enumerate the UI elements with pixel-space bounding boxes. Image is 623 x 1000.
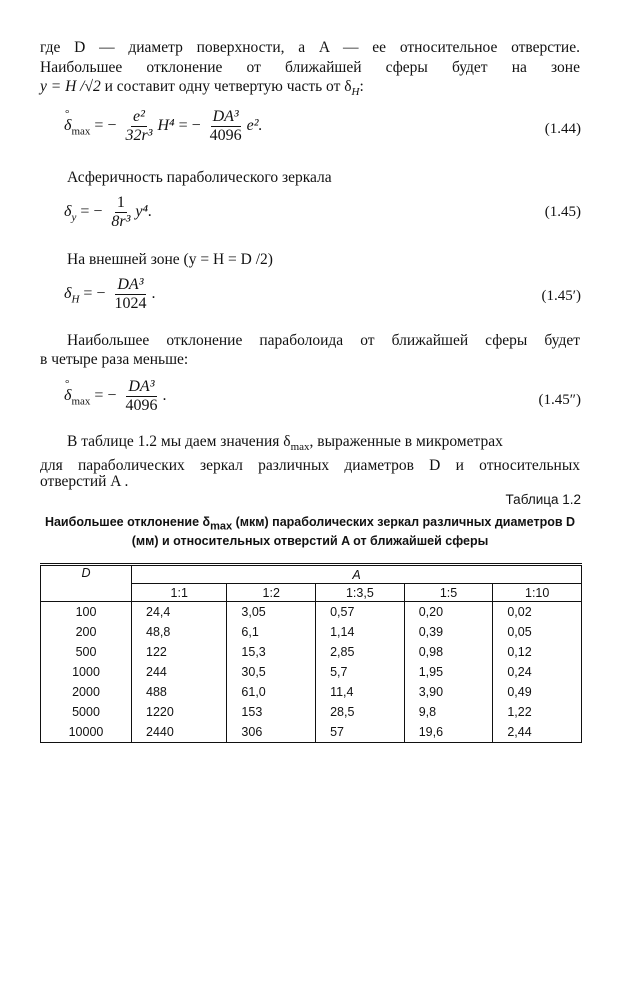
table-intro-line-1 [67, 432, 580, 457]
cell-deviation: 0,98 [404, 642, 493, 662]
paraboloid-line-1: Наибольшее отклонение параболоида от ближайшей сферы будет [67, 332, 580, 349]
cell-deviation: 24,4 [132, 602, 227, 623]
eq-1-45-lhs-sub: y [71, 211, 77, 224]
header-aperture-value: 1:1 [132, 584, 227, 602]
cell-deviation: 1,14 [316, 622, 405, 642]
eq-1-44-frac-1 [123, 108, 154, 145]
eq-1-45pp-lhs: ° δ [64, 387, 71, 405]
eq-1-44-num-2: DA³ [212, 108, 239, 125]
eq-1-45pp-lhs-sub: max [71, 395, 91, 408]
outer-zone-text: На внешней зоне (y = H = D /2) [67, 251, 273, 268]
cell-deviation: 5,7 [316, 662, 405, 682]
header-aperture-value: 1:10 [493, 584, 582, 602]
cell-deviation: 2,44 [493, 722, 582, 743]
eq-1-44-lhs-sub: max [71, 125, 91, 138]
equation-1-45-double-prime: ° $\delta_{max}$ = − $\frac{\text{DA³}}{4096}$ . [64, 378, 166, 415]
eq-1-45-frac [109, 194, 132, 231]
cell-deviation: 244 [132, 662, 227, 682]
cell-deviation: 0,02 [493, 602, 582, 623]
cell-deviation: 28,5 [316, 702, 405, 722]
equation-1-44: ° $\delta_{max}$ = − $\frac{\text{e²}}{\text{32r³}}$ H⁴ = − $\frac{\text{DA³}}{4096}$ e². [64, 108, 263, 145]
cell-diameter: 1000 [41, 662, 132, 682]
cell-deviation: 6,1 [227, 622, 316, 642]
cell-deviation: 122 [132, 642, 227, 662]
paragraph-line-3-sub: H [351, 86, 360, 99]
eq-1-44-tail: e². [246, 117, 263, 135]
paragraph-line-3-end: : [359, 78, 364, 95]
eq-1-45pp-frac [123, 378, 159, 415]
cell-deviation: 0,49 [493, 682, 582, 702]
cell-deviation: 0,12 [493, 642, 582, 662]
eq-1-44-mid: H⁴ [157, 117, 175, 135]
cell-deviation: 1,22 [493, 702, 582, 722]
paraboloid-line-2: в четыре раза меньше: [40, 351, 189, 368]
header-aperture-value: 1:5 [404, 584, 493, 602]
cell-deviation: 0,57 [316, 602, 405, 623]
header-aperture: A [132, 565, 582, 584]
equation-number-1-45-double-prime: (1.45″) [538, 392, 581, 408]
table-row [41, 602, 582, 623]
eq-1-44-num-1: e² [133, 108, 145, 125]
asphericity-text: Асферичность параболического зеркала [67, 169, 332, 186]
eq-1-45p-frac [112, 276, 148, 313]
eq-1-45pp-den: 4096 [125, 397, 158, 414]
table-intro-line-3: отверстий A . [40, 473, 129, 490]
cell-deviation: 61,0 [227, 682, 316, 702]
table-row [41, 662, 582, 682]
table-row [41, 702, 582, 722]
eq-1-45p-den: 1024 [114, 295, 147, 312]
cell-deviation: 3,90 [404, 682, 493, 702]
cell-deviation: 57 [316, 722, 405, 743]
table-caption-sub: max [210, 520, 233, 533]
table-header-row-1 [41, 565, 582, 584]
eq-1-44-den-2: 4096 [209, 127, 242, 144]
paragraph-line-2: Наибольшее отклонение от ближайшей сферы будет на зоне [40, 59, 580, 76]
eq-1-45-num: 1 [116, 194, 125, 211]
cell-deviation: 2,85 [316, 642, 405, 662]
cell-diameter: 200 [41, 622, 132, 642]
table-row [41, 682, 582, 702]
cell-diameter: 500 [41, 642, 132, 662]
header-aperture-value: 1:3,5 [316, 584, 405, 602]
cell-deviation: 2440 [132, 722, 227, 743]
cell-deviation: 30,5 [227, 662, 316, 682]
table-caption-line-2: (мм) и относительных отверстий A от ближайшей сферы [131, 534, 489, 548]
cell-diameter: 100 [41, 602, 132, 623]
cell-deviation: 0,20 [404, 602, 493, 623]
cell-diameter: 10000 [41, 722, 132, 743]
header-diameter: D [41, 565, 132, 602]
cell-deviation: 19,6 [404, 722, 493, 743]
cell-deviation: 1,95 [404, 662, 493, 682]
table-label: Таблица 1.2 [505, 492, 581, 507]
table-caption-b: (мкм) параболических зеркал различных диаметров D [232, 515, 576, 529]
eq-1-44-frac-2 [208, 108, 244, 145]
table-row [41, 622, 582, 642]
cell-deviation: 153 [227, 702, 316, 722]
header-aperture-value: 1:2 [227, 584, 316, 602]
table-row [41, 722, 582, 743]
cell-deviation: 0,39 [404, 622, 493, 642]
cell-deviation: 3,05 [227, 602, 316, 623]
eq-1-44-lhs: ° δ [64, 117, 71, 135]
cell-deviation: 0,05 [493, 622, 582, 642]
equation-1-45-prime: $\delta_H$ = − $\frac{\text{DA³}}{1024}$ . [64, 276, 156, 312]
equation-number-1-45: (1.45) [544, 204, 581, 220]
cell-deviation: 306 [227, 722, 316, 743]
eq-1-45pp-num: DA³ [128, 378, 155, 395]
eq-1-45p-lhs: δ [64, 285, 72, 303]
eq-1-45p-lhs-sub: H [71, 293, 80, 306]
eq-1-45p-num: DA³ [117, 276, 144, 293]
table-intro-end: , выраженные в микрометрах [309, 433, 503, 450]
paragraph-line-1: где D — диаметр поверхности, а A — ее относительное отверстие. [40, 39, 580, 56]
table-caption-a: Наибольшее отклонение δ [44, 515, 211, 529]
cell-deviation: 488 [132, 682, 227, 702]
equation-number-1-44: (1.44) [544, 121, 581, 137]
eq-1-45-den: 8r³ [111, 213, 131, 230]
paragraph-line-3-text: и составит одну четвертую часть от δ [100, 78, 352, 95]
cell-deviation: 48,8 [132, 622, 227, 642]
table-intro-text: В таблице 1.2 мы даем значения δ [67, 433, 291, 450]
zone-expression: y = H /√2 [40, 78, 101, 95]
cell-deviation: 1220 [132, 702, 227, 722]
eq-1-44-den-1: 32r³ [125, 127, 153, 144]
eq-1-45-lhs: δ [64, 203, 72, 221]
cell-deviation: 15,3 [227, 642, 316, 662]
eq-1-45-tail: y⁴. [135, 203, 153, 221]
cell-deviation: 0,24 [493, 662, 582, 682]
table-intro-line-2: для параболических зеркал различных диаметров D и относительных [40, 457, 580, 474]
equation-1-45: $\delta_y$ = − $\frac{1}{\text{8r³}}$ y⁴. [64, 194, 153, 230]
table-body [41, 602, 582, 743]
cell-diameter: 2000 [41, 682, 132, 702]
cell-deviation: 9,8 [404, 702, 493, 722]
table-intro-sub: max [290, 441, 310, 454]
table-row [41, 642, 582, 662]
equation-number-1-45-prime: (1.45′) [541, 288, 581, 304]
cell-diameter: 5000 [41, 702, 132, 722]
paragraph-line-3 [40, 77, 364, 102]
deviation-table [40, 563, 582, 743]
cell-deviation: 11,4 [316, 682, 405, 702]
